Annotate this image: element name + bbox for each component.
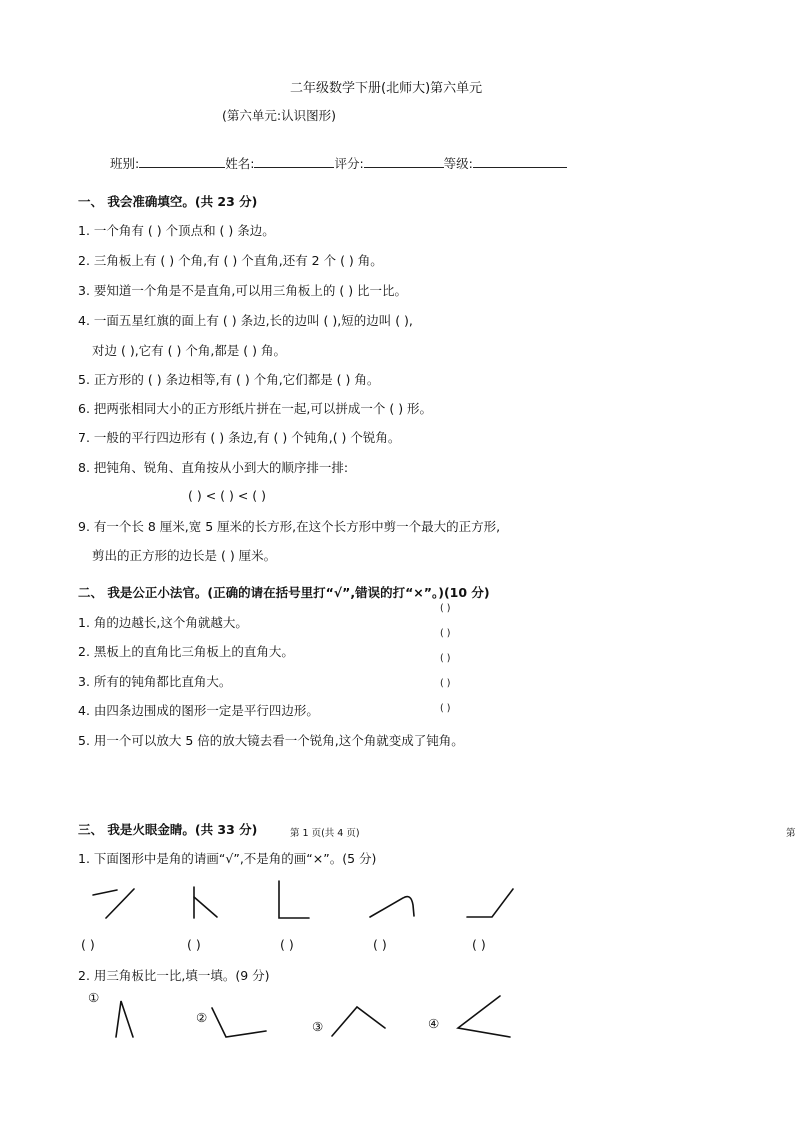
question-1-5: 5. 正方形的 ( ) 条边相等,有 ( ) 个角,它们都是 ( ) 角。 — [78, 372, 380, 387]
judge-answer-box-2[interactable]: ( ) — [440, 628, 451, 639]
judge-answer-box-1[interactable]: ( ) — [440, 603, 451, 614]
figure-5-angle — [467, 889, 513, 917]
judge-item-3: 3. 所有的钝角都比直角大。 — [78, 674, 232, 689]
figure-2-line-b — [194, 897, 217, 917]
figure-marker-1: ① — [88, 990, 100, 1005]
question-1-4-line1: 4. 一面五星红旗的面上有 ( ) 条边,长的边叫 ( ),短的边叫 ( ), — [78, 313, 413, 328]
question-1-8-order: ( ) < ( ) < ( ) — [188, 488, 267, 503]
figure-marker-2: ② — [196, 1010, 208, 1025]
section3-sub2: 2. 用三角板比一比,填一填。(9 分) — [78, 968, 270, 983]
figure-answer-box-4[interactable]: ( ) — [373, 937, 387, 952]
figure-2-2-angle — [212, 1008, 266, 1037]
question-1-4-line2: 对边 ( ),它有 ( ) 个角,都是 ( ) 角。 — [92, 343, 286, 358]
question-1-9-line2: 剪出的正方形的边长是 ( ) 厘米。 — [92, 548, 277, 563]
figure-answer-box-2[interactable]: ( ) — [187, 937, 201, 952]
page-subtitle: (第六单元:认识图形) — [222, 108, 336, 123]
question-1-8: 8. 把钝角、锐角、直角按从小到大的顺序排一排: — [78, 460, 349, 475]
figure-marker-4: ④ — [428, 1016, 440, 1031]
section2-heading: 二、 我是公正小法官。(正确的请在括号里打“√”,错误的打“×”。)(10 分) — [78, 585, 490, 600]
judge-answer-box-3[interactable]: ( ) — [440, 653, 451, 664]
page-title: 二年级数学下册(北师大)第六单元 — [290, 81, 483, 96]
figure-marker-3: ③ — [312, 1019, 324, 1034]
name-label: 姓名: — [225, 156, 255, 171]
grade-label: 等级: — [443, 156, 473, 171]
judge-answer-box-5[interactable]: ( ) — [440, 703, 451, 714]
question-1-9-line1: 9. 有一个长 8 厘米,宽 5 厘米的长方形,在这个长方形中剪一个最大的正方形, — [78, 519, 501, 534]
question-1-7: 7. 一般的平行四边形有 ( ) 条边,有 ( ) 个钝角,( ) 个锐角。 — [78, 430, 401, 445]
score-label: 评分: — [334, 156, 364, 171]
section3-heading: 三、 我是火眼金睛。(共 33 分) — [78, 822, 258, 837]
question-1-6: 6. 把两张相同大小的正方形纸片拼在一起,可以拼成一个 ( ) 形。 — [78, 401, 433, 416]
judge-item-2: 2. 黑板上的直角比三角板上的直角大。 — [78, 644, 294, 659]
section3-sub1: 1. 下面图形中是角的请画“√”,不是角的画“×”。(5 分) — [78, 851, 377, 866]
question-1-2: 2. 三角板上有 ( ) 个角,有 ( ) 个直角,还有 2 个 ( ) 角。 — [78, 253, 383, 268]
figure-1-line-b — [106, 889, 134, 918]
page-footer: 第 1 页(共 4 页) — [290, 828, 360, 839]
page-footer-clipped: 第 — [786, 828, 796, 839]
section1-heading: 一、 我会准确填空。(共 23 分) — [78, 194, 258, 209]
judge-item-5: 5. 用一个可以放大 5 倍的放大镜去看一个锐角,这个角就变成了钝角。 — [78, 733, 464, 748]
figure-2-1-angle — [116, 1001, 133, 1037]
figure-3-right-angle — [279, 881, 309, 918]
figure-answer-box-1[interactable]: ( ) — [81, 937, 95, 952]
judge-item-1: 1. 角的边越长,这个角就越大。 — [78, 615, 248, 630]
judge-answer-box-4[interactable]: ( ) — [440, 678, 451, 689]
question-1-3: 3. 要知道一个角是不是直角,可以用三角板上的 ( ) 比一比。 — [78, 283, 408, 298]
figure-1-line-a — [93, 890, 117, 895]
figure-2-3-angle — [332, 1007, 385, 1036]
class-label: 班别: — [110, 156, 140, 171]
figure-answer-box-3[interactable]: ( ) — [280, 937, 294, 952]
figure-2-4-angle — [458, 996, 510, 1037]
figure-4-curved-shape — [370, 897, 414, 917]
figure-answer-box-5[interactable]: ( ) — [472, 937, 486, 952]
question-1-1: 1. 一个角有 ( ) 个顶点和 ( ) 条边。 — [78, 223, 275, 238]
judge-item-4: 4. 由四条边围成的图形一定是平行四边形。 — [78, 703, 319, 718]
